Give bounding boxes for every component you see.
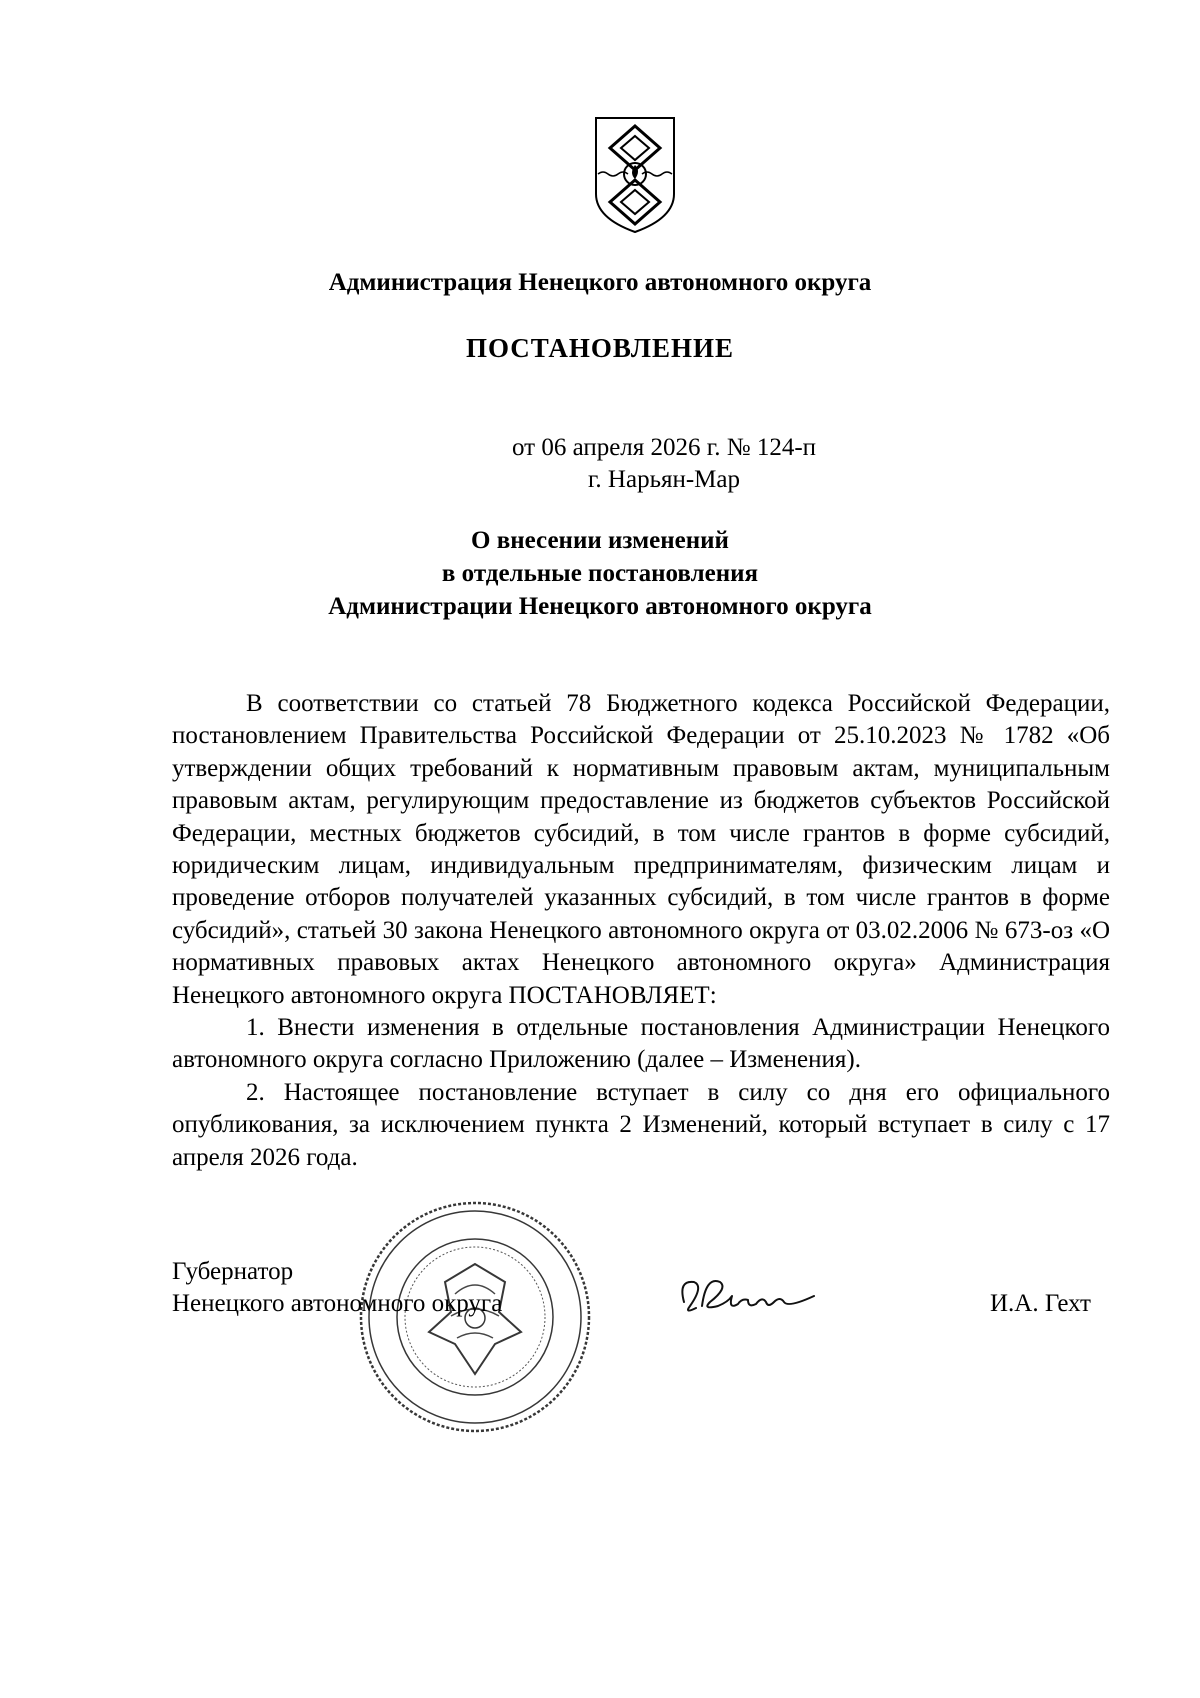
preamble-paragraph: В соответствии со статьей 78 Бюджетного кодекса Российской Федерации, постановлением Правительства Российской Федерации от 25.10.2023 № 1782 «Об утверждении общих требований к нормативным правовым актам, муниципальным правовым актам, регулирующим предоставление из бюджетов субъектов Российской Федерации, местных бюджетов субсидий, в том числе грантов в форме субсидий, юридическим лицам, индивидуальным предпринимателям, физическим лицам и проведение отборов получателей указанных субсидий, в том числе грантов в форме субсидий», статьей 30 закона Ненецкого автономного округа от 03.02.2006 № 673-оз «О нормативных правовых актах Ненецкого автономного округа» Администрация Ненецкого автономного округа ПОСТАНОВЛЯЕТ: — [172, 690, 1110, 1009]
document-subject — [0, 524, 1200, 623]
document-city: г. Нарьян-Мар — [587, 466, 740, 493]
signatory-name: И.А. Гехт — [990, 1290, 1091, 1317]
signatory-title-line: Ненецкого автономного округа — [172, 1290, 503, 1317]
subject-line: Администрации Ненецкого автономного округа — [328, 593, 872, 620]
date-block — [0, 432, 1200, 496]
subject-line: в отдельные постановления — [441, 560, 759, 587]
document-type: ПОСТАНОВЛЕНИЕ — [465, 333, 735, 363]
item-paragraph: 2. Настоящее постановление вступает в силу со дня его официального опубликования, за исключением пункта 2 Изменений, который вступает в силу с 17 апреля 2026 года. — [172, 1078, 1110, 1171]
item-paragraph: 1. Внести изменения в отдельные постановления Администрации Ненецкого автономного округа согласно Приложению (далее – Изменения). — [172, 1014, 1110, 1074]
document-date-number: от 06 апреля 2026 г. № 124-п — [511, 434, 817, 461]
signatory-title-line: Губернатор — [172, 1258, 294, 1285]
signatory-title — [172, 1256, 502, 1320]
document-body — [172, 688, 1110, 1174]
handwritten-signature — [672, 1262, 832, 1332]
coat-of-arms-icon — [592, 114, 678, 236]
subject-line: О внесении изменений — [471, 527, 729, 554]
organization-name: Администрация Ненецкого автономного округа — [328, 269, 872, 296]
